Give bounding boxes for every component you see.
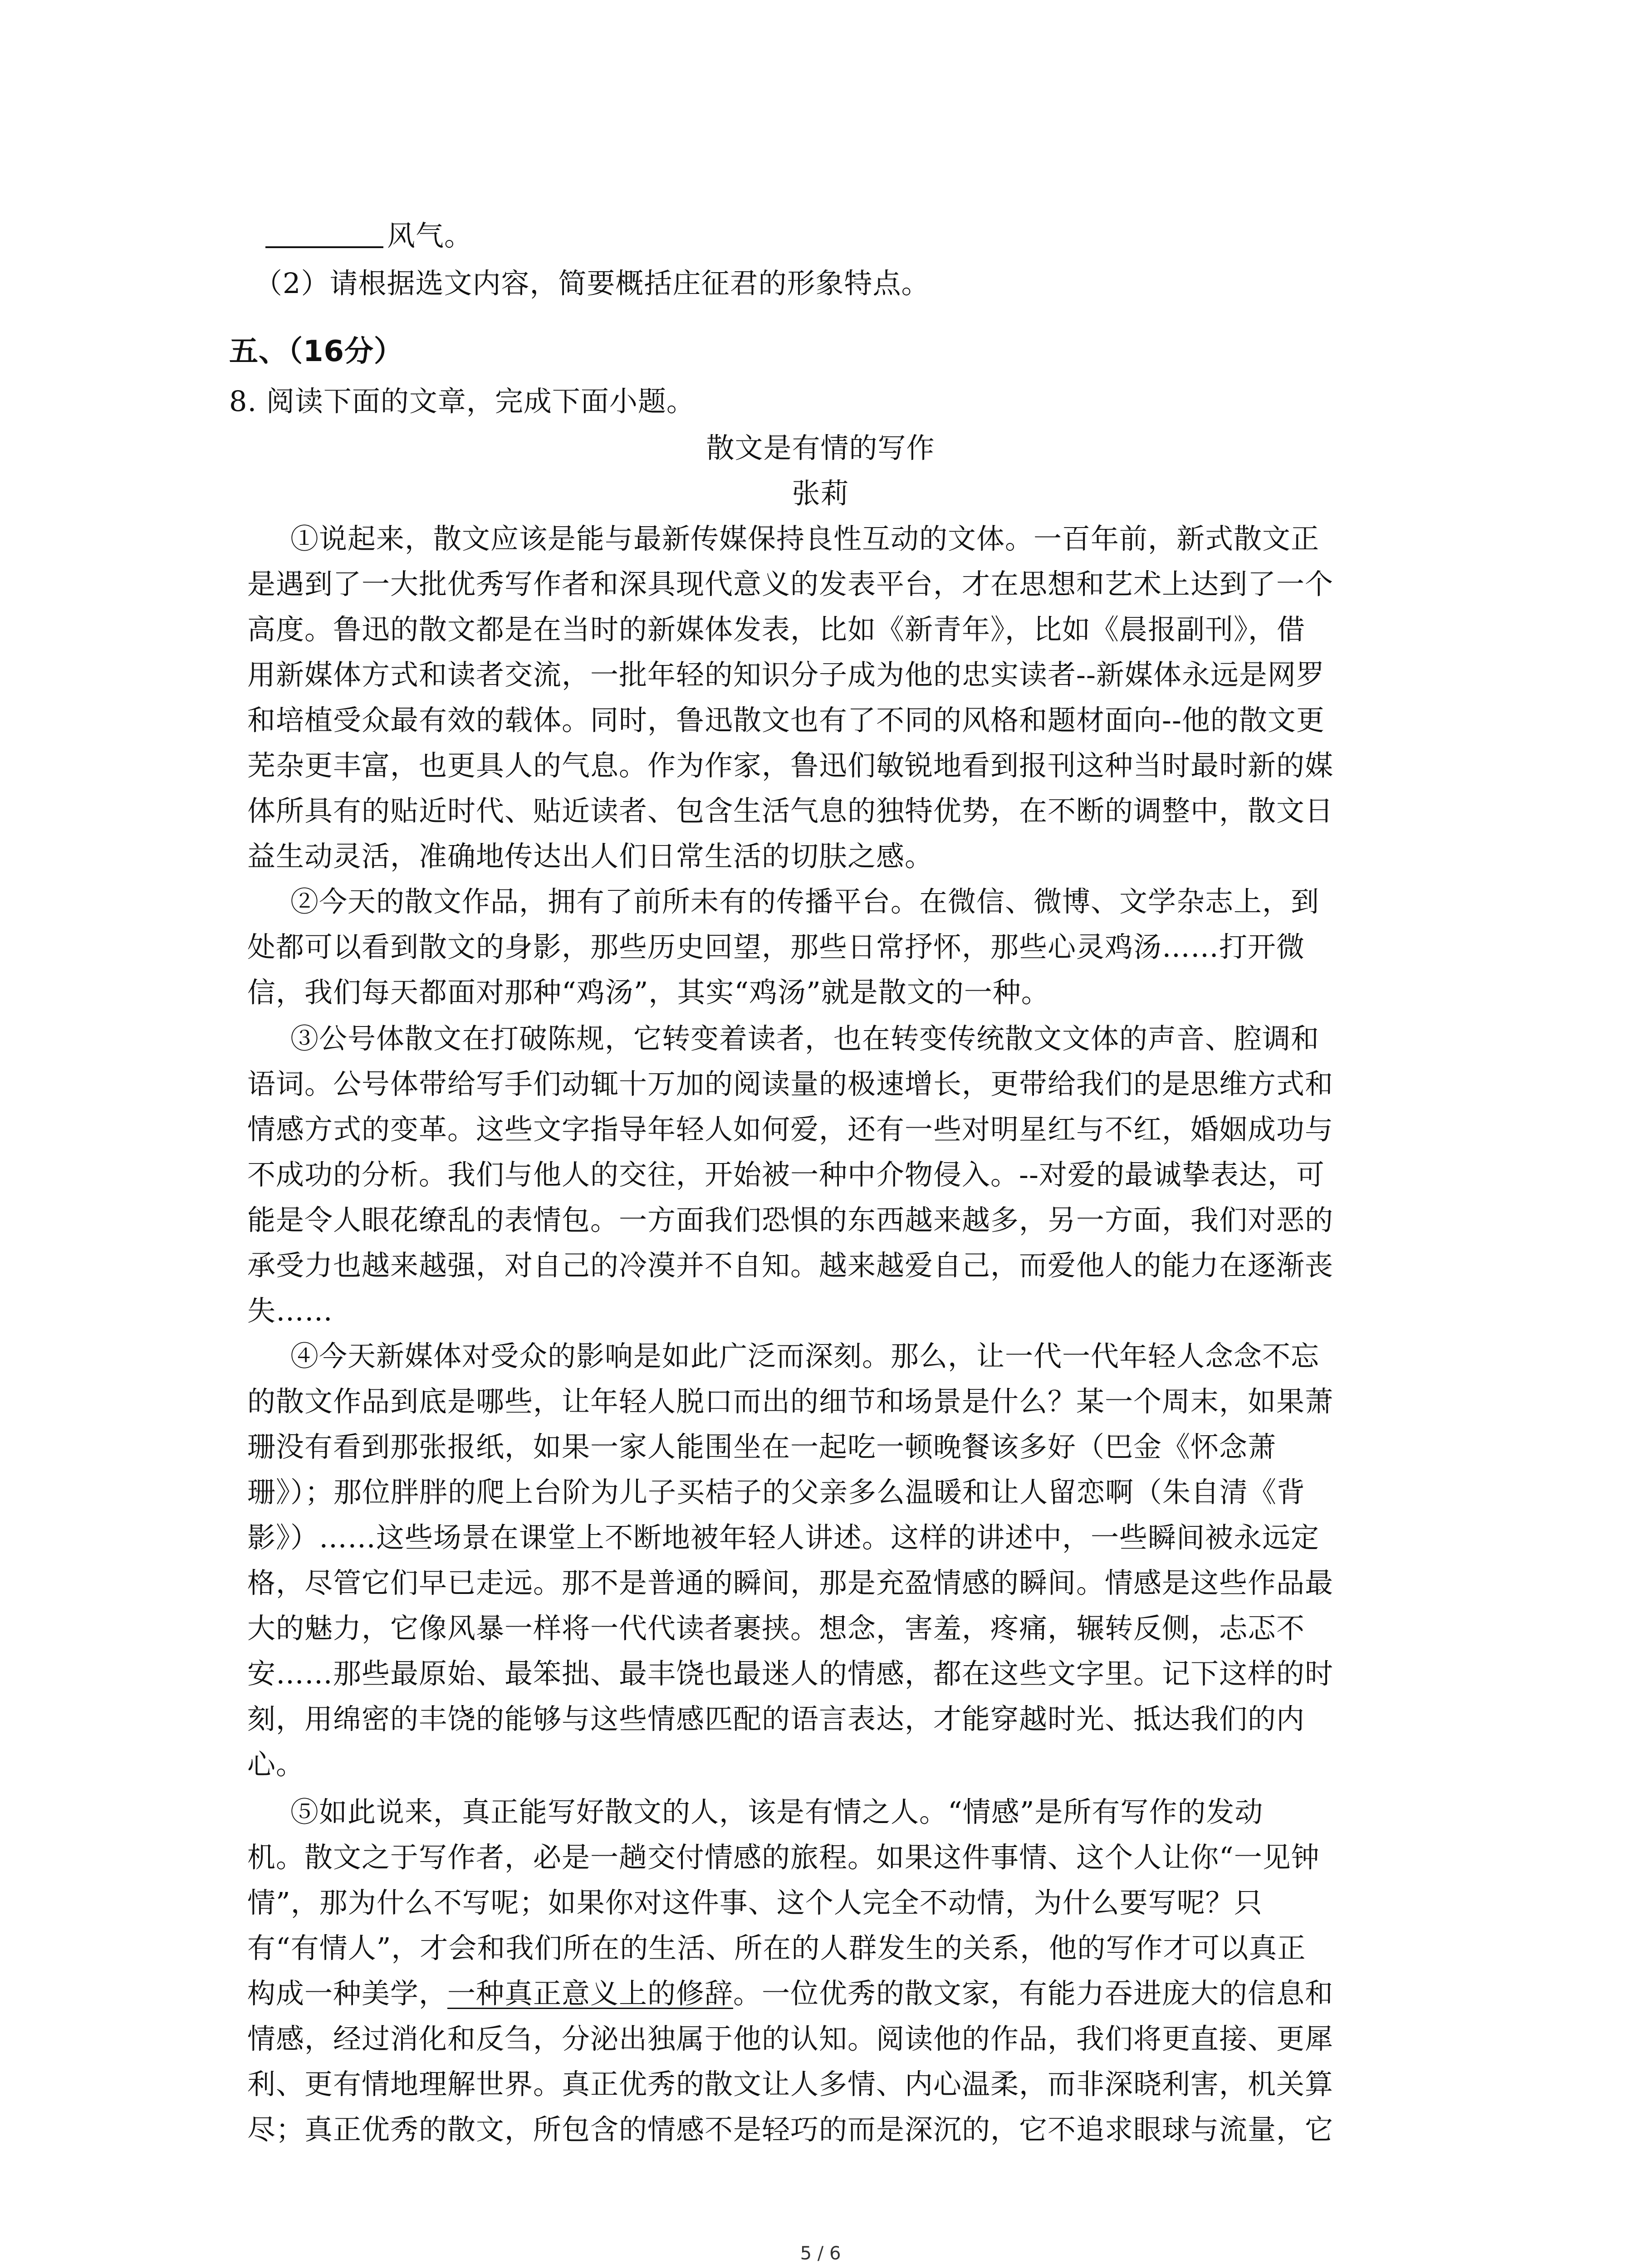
p3-line: 承受力也越来越强，对自己的冷漠并不自知。越来越爱自己，而爱他人的能力在逐渐丧 (247, 1249, 1334, 1282)
p3-line: 语词。公号体带给写手们动辄十万加的阅读量的极速增长，更带给我们的是思维方式和 (247, 1067, 1334, 1100)
p1-line: 高度。鲁迅的散文都是在当时的新媒体发表，比如《新青年》，比如《晨报副刊》，借 (247, 613, 1306, 646)
p5-line: ⑤如此说来，真正能写好散文的人，该是有情之人。“情感”是所有写作的发动 (290, 1795, 1264, 1828)
section-heading: 五、（16分） (229, 335, 404, 368)
p5-line: 情”，那为什么不写呢；如果你对这件事、这个人完全不动情，为什么要写呢？只 (247, 1886, 1263, 1919)
p5-line: 机。散文之于写作者，必是一趟交付情感的旅程。如果这件事情、这个人让你“一见钟 (247, 1841, 1320, 1874)
p5-line: 利、更有情地理解世界。真正优秀的散文让人多情、内心温柔，而非深晓利害，机关算 (247, 2068, 1334, 2101)
p4-line: 大的魅力，它像风暴一样将一代代读者裹挟。想念，害羞，疼痛，辗转反侧，忐忑不 (247, 1612, 1305, 1645)
p1-line: 和培植受众最有效的载体。同时，鲁迅散文也有了不同的风格和题材面向--他的散文更 (247, 704, 1325, 737)
p4-line: 刻，用绵密的丰饶的能够与这些情感匹配的语言表达，才能穿越时光、抵达我们的内 (247, 1702, 1305, 1735)
page-number: 5 / 6 (800, 2243, 841, 2264)
p4-line: 格，尽管它们早已走远。那不是普通的瞬间，那是充盈情感的瞬间。情感是这些作品最 (247, 1566, 1334, 1599)
q7-subquestion-2: （2）请根据选文内容，简要概括庄征君的形象特点。 (254, 267, 930, 300)
p3-line: 情感方式的变革。这些文字指导年轻人如何爱，还有一些对明星红与不红，婚姻成功与 (247, 1113, 1334, 1146)
p3-line: ③公号体散文在打破陈规，它转变着读者，也在转变传统散文文体的声音、腔调和 (290, 1022, 1320, 1055)
p5-underline-pre: 构成一种美学， (247, 1977, 448, 2010)
article-author: 张莉 (792, 477, 849, 510)
p4-line: 影》）……这些场景在课堂上不断地被年轻人讲述。这样的讲述中，一些瞬间被永远定 (247, 1521, 1320, 1554)
p4-line: ④今天新媒体对受众的影响是如此广泛而深刻。那么，让一代一代年轻人念念不忘 (290, 1339, 1320, 1373)
p1-line: 用新媒体方式和读者交流，一批年轻的知识分子成为他的忠实读者--新媒体永远是网罗 (247, 658, 1325, 691)
q7-fill-tail: 风气。 (387, 219, 473, 252)
p5-underline-post: 。一位优秀的散文家，有能力吞进庞大的信息和 (733, 1977, 1334, 2010)
p2-line: ②今天的散文作品，拥有了前所未有的传播平台。在微信、微博、文学杂志上，到 (290, 885, 1320, 918)
article-title: 散文是有情的写作 (706, 431, 935, 464)
p5-line: 情感，经过消化和反刍，分泌出独属于他的认知。阅读他的作品，我们将更直接、更犀 (247, 2022, 1334, 2055)
p1-line: 益生动灵活，准确地传达出人们日常生活的切肤之感。 (247, 840, 934, 873)
p1-line: 体所具有的贴近时代、贴近读者、包含生活气息的独特优势，在不断的调整中，散文日 (247, 794, 1334, 827)
answer-blank[interactable] (265, 219, 383, 248)
p3-line: 失…… (247, 1294, 333, 1327)
p5-line: 有“有情人”，才会和我们所在的生活、所在的人群发生的关系，他的写作才可以真正 (247, 1931, 1306, 1965)
p4-line: 的散文作品到底是哪些，让年轻人脱口而出的细节和场景是什么？某一个周末，如果萧 (247, 1385, 1334, 1418)
p1-line: ①说起来，散文应该是能与最新传媒保持良性互动的文体。一百年前，新式散文正 (290, 522, 1320, 555)
p4-line: 安……那些最原始、最笨拙、最丰饶也最迷人的情感，都在这些文字里。记下这样的时 (247, 1657, 1334, 1690)
p4-line: 心。 (247, 1748, 305, 1781)
p5-line: 尽；真正优秀的散文，所包含的情感不是轻巧的而是深沉的，它不追求眼球与流量，它 (247, 2113, 1334, 2146)
p3-line: 能是令人眼花缭乱的表情包。一方面我们恐惧的东西越来越多，另一方面，我们对恶的 (247, 1203, 1334, 1237)
p4-line: 珊没有看到那张报纸，如果一家人能围坐在一起吃一顿晚餐该多好（巴金《怀念萧 (247, 1430, 1277, 1463)
p2-line: 处都可以看到散文的身影，那些历史回望，那些日常抒怀，那些心灵鸡汤……打开微 (247, 930, 1305, 963)
q7-fill-line (265, 218, 473, 254)
p1-line: 是遇到了一大批优秀写作者和深具现代意义的发表平台，才在思想和艺术上达到了一个 (247, 567, 1334, 601)
p4-line: 珊》）；那位胖胖的爬上台阶为儿子买桔子的父亲多么温暖和让人留恋啊（朱自清《背 (247, 1476, 1306, 1509)
p3-line: 不成功的分析。我们与他人的交往，开始被一种中介物侵入。--对爱的最诚挚表达，可 (247, 1158, 1325, 1191)
p1-line: 芜杂更丰富，也更具人的气息。作为作家，鲁迅们敏锐地看到报刊这种当时最时新的媒 (247, 749, 1334, 782)
underlined-phrase: 一种真正意义上的修辞 (447, 1977, 734, 2010)
p2-line: 信，我们每天都面对那种“鸡汤”，其实“鸡汤”就是散文的一种。 (247, 976, 1050, 1009)
p5-underline-line (247, 1975, 1333, 2012)
q8-prompt: 8. 阅读下面的文章，完成下面小题。 (229, 385, 695, 418)
